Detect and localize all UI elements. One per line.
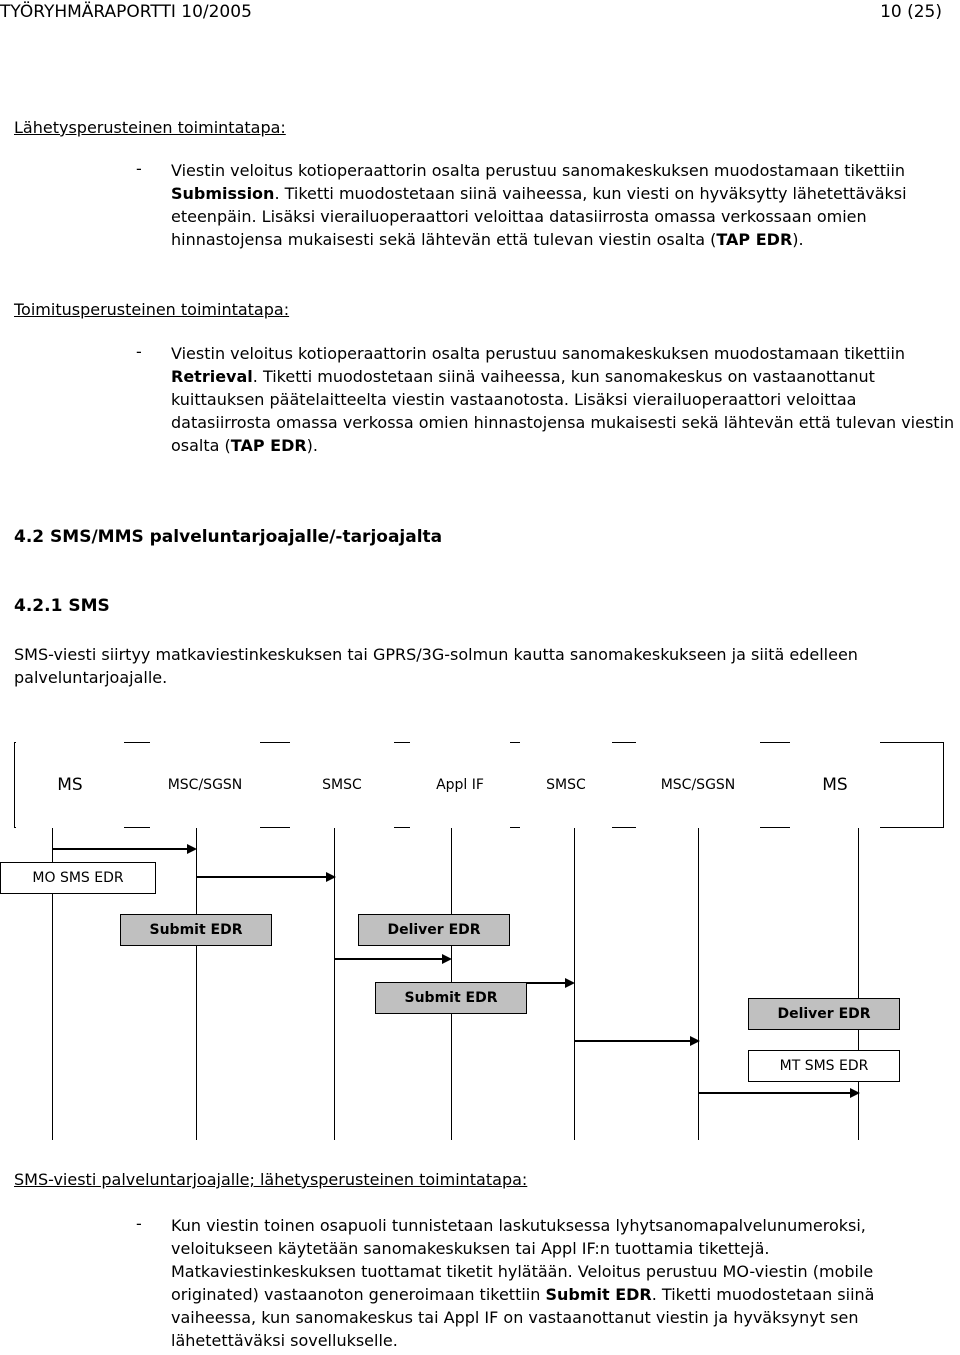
entity-ms-left: MS bbox=[16, 742, 124, 828]
bullet-text: Viestin veloitus kotioperaattorin osalta perustuu sanomakeskuksen muodostamaan tikettiin Submission. Tiketti muodostetaan siinä vaiheessa, kun viesti on hyväksytty lähetettäväksi eteenpäin. Lisäksi vierailuoperaattori veloittaa datasiirrosta omassa verkossaan omien hinnastojensa mukaisesti sekä lähtevän että tulevan viestin osalta (TAP EDR). bbox=[171, 161, 907, 249]
arrowhead bbox=[850, 1088, 860, 1098]
bullet-delivery bbox=[136, 342, 958, 457]
section-heading-sms-to-provider: SMS-viesti palveluntarjoajalle; lähetysperusteinen toimintatapa: bbox=[14, 1170, 528, 1189]
report-title: TYÖRYHMÄRAPORTTI 10/2005 bbox=[0, 2, 252, 22]
edr-deliver-1: Deliver EDR bbox=[358, 914, 510, 946]
bullet-text: Kun viestin toinen osapuoli tunnistetaan laskutuksessa lyhytsanomapalvelunumeroksi, veloitukseen käytetään sanomakeskuksen tai Appl IF:n tuottamia tikettejä. Matkaviestinkeskuksen tuottamat tiketit hylätään. Veloitus perustuu MO-viestin (mobile originated) vastaanoton generoimaan tikettiin Submit EDR. Tiketti muodostetaan siinä vaiheessa, kun sanomakeskus tai Appl IF on vastaanottanut viestin ja hyväksynyt sen lähetettäväksi sovellukselle. bbox=[171, 1216, 875, 1350]
flow-ms-to-msc bbox=[52, 848, 187, 850]
entity-appl-if: Appl IF bbox=[410, 742, 510, 828]
arrowhead bbox=[565, 978, 575, 988]
entity-ms-right: MS bbox=[790, 742, 880, 828]
edr-mo-sms: MO SMS EDR bbox=[0, 862, 156, 894]
arrowhead bbox=[442, 954, 452, 964]
edr-submit-2: Submit EDR bbox=[375, 982, 527, 1014]
entity-msc-sgsn-right: MSC/SGSN bbox=[636, 742, 760, 828]
page-number: 10 (25) bbox=[880, 2, 942, 22]
edr-submit-1: Submit EDR bbox=[120, 914, 272, 946]
arrowhead bbox=[690, 1036, 700, 1046]
arrowhead bbox=[326, 872, 336, 882]
section-heading-delivery: Toimitusperusteinen toimintatapa: bbox=[14, 300, 290, 319]
entity-smsc-right: SMSC bbox=[520, 742, 612, 828]
bullet-dash: - bbox=[136, 342, 142, 361]
flow-smsc-to-msc bbox=[574, 1040, 690, 1042]
edr-mt-sms: MT SMS EDR bbox=[748, 1050, 900, 1082]
heading-4-2: 4.2 SMS/MMS palveluntarjoajalle/-tarjoajalta bbox=[14, 527, 443, 547]
bullet-dash: - bbox=[136, 1214, 142, 1233]
bullet-dash: - bbox=[136, 159, 142, 178]
entity-msc-sgsn-left: MSC/SGSN bbox=[150, 742, 260, 828]
edr-deliver-2: Deliver EDR bbox=[748, 998, 900, 1030]
intro-paragraph: SMS-viesti siirtyy matkaviestinkeskuksen tai GPRS/3G-solmun kautta sanomakeskukseen ja siitä edelleen palveluntarjoajalle. bbox=[14, 645, 858, 687]
flow-msc-to-ms bbox=[698, 1092, 850, 1094]
bullet-text: Viestin veloitus kotioperaattorin osalta perustuu sanomakeskuksen muodostamaan tikettiin Retrieval. Tiketti muodostetaan siinä vaiheessa, kun sanomakeskus on vastaanottanut kuittauksen päätelaitteelta viestin vastaanotosta. Lisäksi vierailuoperaattori veloittaa datasiirrosta omassa verkossa omien hinnastojensa mukaisesti sekä lähtevän että tulevan viestin osalta (TAP EDR). bbox=[171, 344, 955, 455]
entity-smsc-left: SMSC bbox=[290, 742, 394, 828]
heading-4-2-1: 4.2.1 SMS bbox=[14, 596, 110, 616]
bullet-sms-to-provider bbox=[136, 1214, 958, 1352]
section-heading-sending: Lähetysperusteinen toimintatapa: bbox=[14, 118, 286, 137]
bullet-sending bbox=[136, 159, 958, 251]
flow-smsc-to-applif bbox=[334, 958, 442, 960]
arrowhead bbox=[187, 844, 197, 854]
flow-msc-to-smsc bbox=[196, 876, 326, 878]
